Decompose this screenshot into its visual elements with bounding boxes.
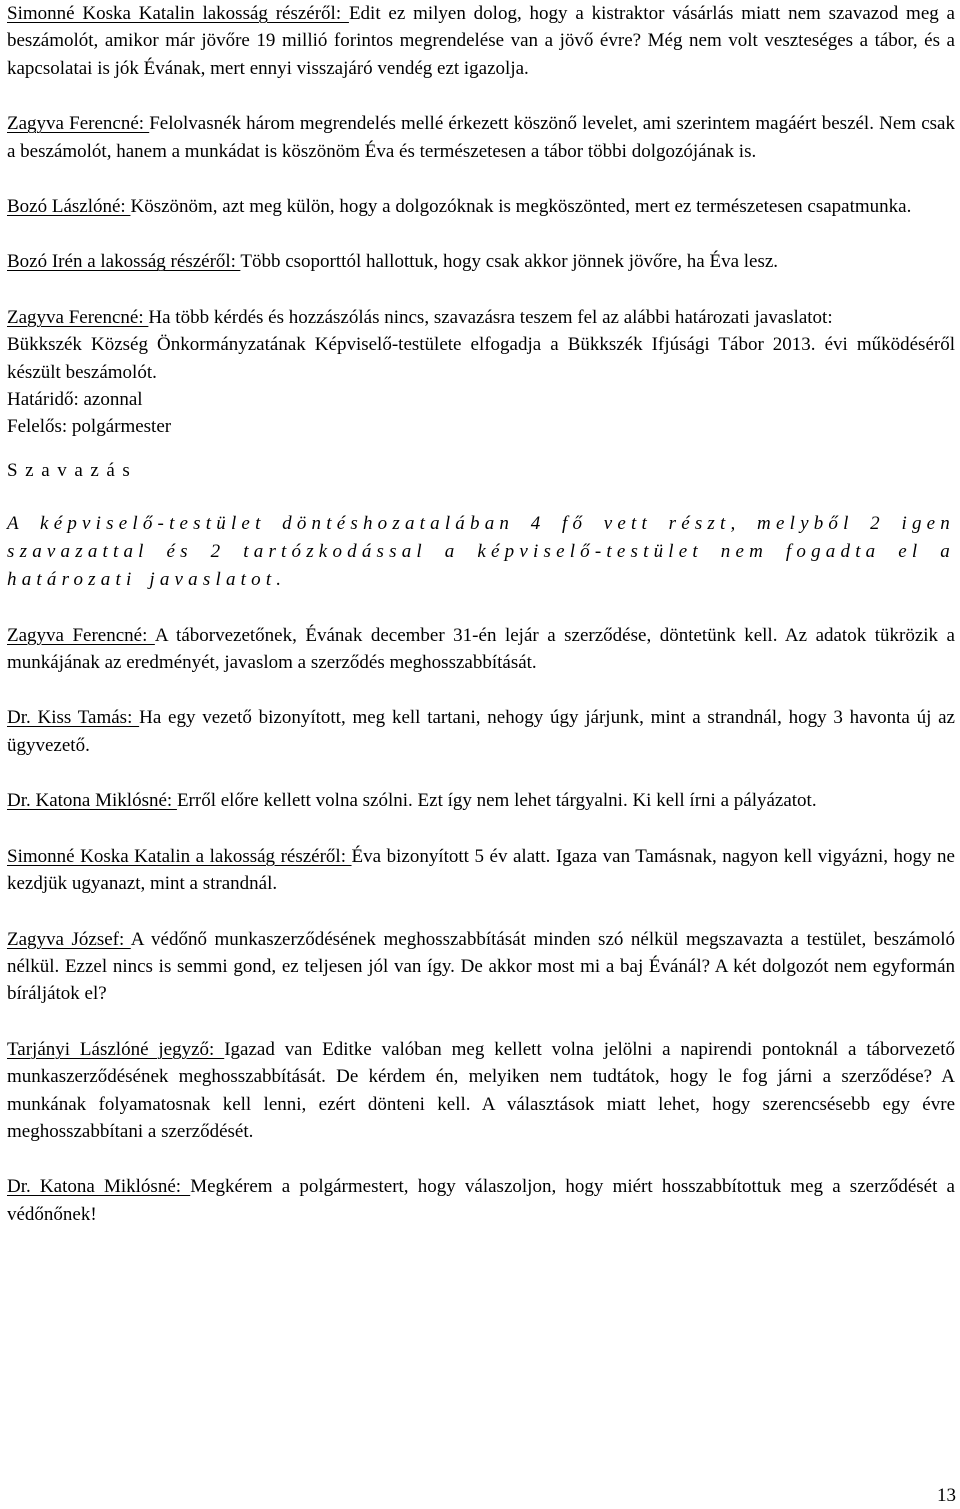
paragraph-1 (7, 0, 955, 82)
speaker-name: Dr. Katona Miklósné: (7, 1176, 191, 1198)
paragraph-text: Köszönöm, azt meg külön, hogy a dolgozóknak is megköszönted, mert ez természetesen csapatmunka. (130, 196, 912, 218)
speaker-name: Simonné Koska Katalin a lakosság részéről: (7, 845, 352, 867)
paragraph-text: Megkérem a polgármestert, hogy válaszoljon, hogy miért hosszabbítottuk meg a szerződését a védőnőnek! (7, 1176, 955, 1225)
document-page (7, 0, 955, 1228)
paragraph-text: Ha több kérdés és hozzászólás nincs, szavazásra teszem fel az alábbi határozati javaslatot: (148, 306, 833, 328)
paragraph-text: Igazad van Editke valóban meg kellett volna jelölni a napirendi pontoknál a táborvezető munkaszerződésének meghosszabbítását. De kérdem én, melyiken nem tudtátok, hogy le fog járni a szerződése? A munkának folyamatosnak kell lenni, ezért dönteni kell. A választások miatt lehet, hogy szerencsésebb egy évre meghosszabbítani a szerződését. (7, 1038, 955, 1142)
speaker-name: Zagyva Ferencné: (7, 306, 149, 328)
paragraph-9 (7, 843, 955, 898)
paragraph-4 (7, 248, 955, 275)
resolution-responsible: Felelős: polgármester (7, 416, 172, 438)
paragraph-text: A védőnő munkaszerződésének meghosszabbítását minden szó nélkül megszavazta a testület, beszámoló nélkül. Ezzel nincs is semmi gond, ez teljesen jól van így. De akkor most mi a baj Évánál? A két dolgozót nem egyformán bíráljátok el? (7, 928, 955, 1005)
speaker-name: Tarjányi Lászlóné jegyző: (7, 1038, 225, 1060)
vote-result: A képviselő-testület döntéshozatalában 4 fő vett részt, melyből 2 igen szavazattal és 2 tartózkodással a képviselő-testület nem fogadta el a határozati javaslatot. (7, 513, 955, 590)
paragraph-12 (7, 1173, 955, 1228)
paragraph-text: Edit ez milyen dolog, hogy a kistraktor vásárlás miatt nem szavazod meg a beszámolót, amikor már jövőre 19 millió forintos megrendelése van a jövő évre? Még nem volt veszteséges a tábor, és a kapcsolatai is jók Évának, mert ennyi visszajáró vendég ezt igazolja. (7, 3, 955, 79)
paragraph-text: A táborvezetőnek, Évának december 31-én lejár a szerződése, döntetünk kell. Az adatok tükrözik a munkájának az eredményét, javaslom a szerződés meghosszabbítását. (7, 624, 955, 674)
paragraph-text: Ha egy vezető bizonyított, meg kell tartani, nehogy úgy járjunk, mint a strandnál, hogy 3 havonta új az ügyvezető. (7, 707, 955, 756)
paragraph-text: Több csoporttól hallottuk, hogy csak akkor jönnek jövőre, ha Éva lesz. (240, 251, 779, 273)
paragraph-11 (7, 1036, 955, 1146)
speaker-name: Zagyva Ferencné: (7, 624, 155, 646)
paragraph-7 (7, 704, 955, 759)
paragraph-text: Erről előre kellett volna szólni. Ezt így nem lehet tárgyalni. Ki kell írni a pályázatot. (176, 790, 817, 812)
paragraph-text: Felolvasnék három megrendelés mellé érkezett köszönő levelet, ami szerintem magáért beszél. Nem csak a beszámolót, hanem a munkádat is köszönöm Éva és természetesen a tábor többi dolgozójának is. (7, 113, 955, 162)
vote-heading: Szavazás (7, 459, 138, 481)
speaker-name: Zagyva Ferencné: (7, 113, 150, 135)
resolution-text: Bükkszék Község Önkormányzatának Képviselő-testülete elfogadja a Bükkszék Ifjúsági Tábor 2013. évi működéséről készült beszámolót. (7, 334, 955, 383)
paragraph-5 (7, 304, 955, 331)
resolution-block (7, 331, 955, 441)
page-number: 13 (937, 1484, 956, 1506)
paragraph-text: Éva bizonyított 5 év alatt. Igaza van Tamásnak, nagyon kell vigyázni, hogy ne kezdjük ugyanazt, mint a strandnál. (7, 845, 955, 895)
paragraph-3 (7, 193, 955, 220)
paragraph-6 (7, 622, 955, 677)
paragraph-10 (7, 926, 955, 1008)
speaker-name: Simonné Koska Katalin lakosság részéről: (7, 3, 349, 24)
speaker-name: Dr. Kiss Tamás: (7, 707, 140, 729)
speaker-name: Dr. Katona Miklósné: (7, 790, 177, 812)
speaker-name: Bozó Irén a lakosság részéről: (7, 251, 241, 273)
paragraph-2 (7, 110, 955, 165)
resolution-deadline: Határidő: azonnal (7, 389, 143, 411)
speaker-name: Bozó Lászlóné: (7, 196, 131, 218)
paragraph-8 (7, 787, 955, 814)
speaker-name: Zagyva József: (7, 928, 131, 950)
